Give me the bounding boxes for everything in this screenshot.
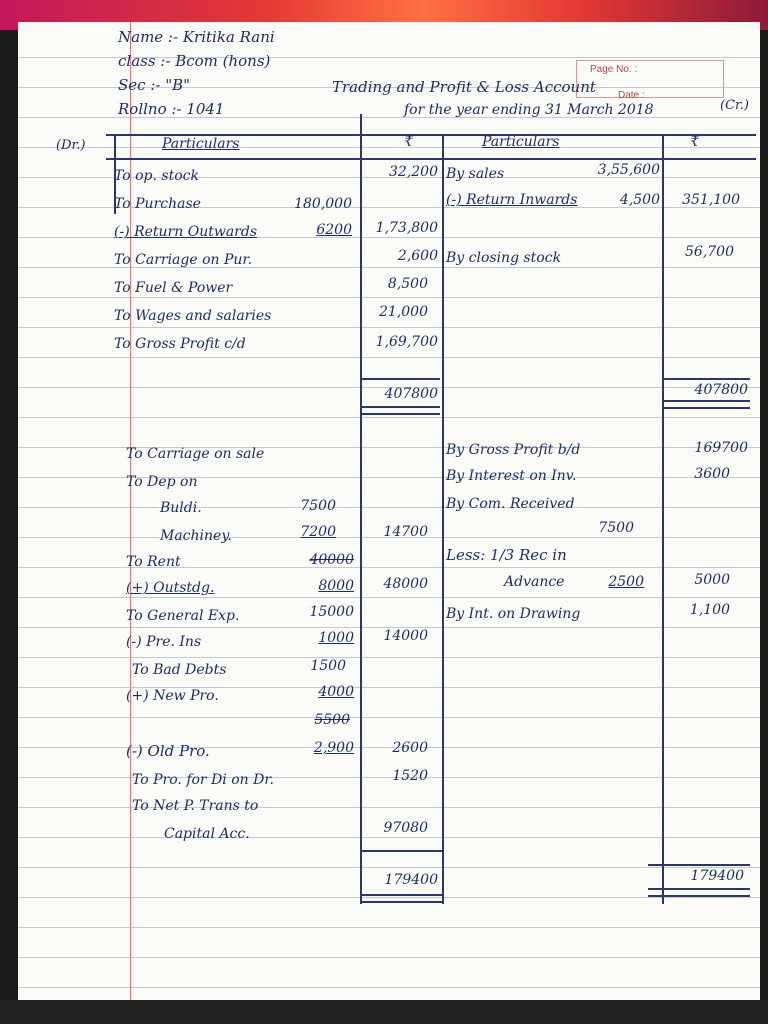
trading-right-label-1: (-) Return Inwards [446,192,578,208]
pl-left-sub-2: 7500 [300,498,336,514]
pl-left-amount-3: 14700 [383,524,428,540]
pl-right-sub-5: 2500 [608,574,644,590]
account-title: Trading and Profit & Loss Account [332,78,596,96]
pl-left-label-12: To Pro. for Di on Dr. [132,772,274,788]
trading-left-amount-5: 21,000 [379,304,428,320]
trading-right-amount-1: 351,100 [682,192,740,208]
account-period: for the year ending 31 March 2018 [404,102,654,118]
pl-right-sub-3: 7500 [598,520,634,536]
trading-right-sub-1: 4,500 [619,192,660,208]
right-particulars-header: Particulars [482,134,560,150]
date-label: Date : [618,90,645,101]
pl-left-sub-6: 15000 [309,604,354,620]
trading-right-double-rule [664,400,750,409]
left-amount-header: ₹ [404,134,413,150]
trading-right-label-2: By closing stock [446,250,562,266]
pl-right-label-4: Less: 1/3 Rec in [446,546,567,564]
pl-right-label-5: Advance [504,574,565,590]
trading-left-amount-6: 1,69,700 [375,334,438,350]
pl-left-label-8: To Bad Debts [132,662,227,678]
trading-left-amount-2: 1,73,800 [375,220,438,236]
trading-left-label-1: To Purchase [114,196,201,212]
trading-left-label-3: To Carriage on Pur. [114,252,253,268]
pl-right-label-2: By Com. Received [446,496,575,512]
pl-left-sub-7: 1000 [318,630,354,646]
pl-right-label-6: By Int. on Drawing [446,606,581,622]
trading-left-sub-1: 180,000 [294,196,352,212]
center-rule [442,136,444,904]
trading-left-total-rule [362,378,440,380]
student-section: Sec :- "B" [118,76,191,94]
trading-left-label-5: To Wages and salaries [114,308,272,324]
pl-left-label-1: To Dep on [126,474,198,490]
pl-left-sub-9: 4000 [318,684,354,700]
pl-left-label-5: (+) Outstdg. [126,580,215,596]
trading-left-label-4: To Fuel & Power [114,280,233,296]
pl-right-total: 179400 [690,868,744,884]
trading-left-amount-3: 2,600 [397,248,438,264]
pl-left-total-rule [362,850,442,852]
pl-left-sub-8: 1500 [310,658,346,674]
pl-left-label-11: (-) Old Pro. [126,742,210,760]
pl-left-label-14: Capital Acc. [164,826,250,842]
pl-right-amount-0: 169700 [694,440,748,456]
pl-left-label-7: (-) Pre. Ins [126,634,202,650]
pl-left-sub-4: 40000 [309,552,354,568]
trading-left-label-2: (-) Return Outwards [114,224,258,240]
pl-left-sub-10: 5500 [314,712,350,728]
pl-left-amount-5: 48000 [383,576,428,592]
page-no-label: Page No. : [590,64,638,75]
trading-left-label-0: To op. stock [114,168,199,184]
pl-right-amount-6: 1,100 [689,602,730,618]
credit-mark: (Cr.) [720,98,750,113]
left-particulars-header: Particulars [162,136,240,152]
trading-left-double-rule [362,406,440,415]
pl-left-amount-14: 97080 [383,820,428,836]
pl-left-label-4: To Rent [126,554,181,570]
trading-left-total: 407800 [384,386,438,402]
notebook-page [18,22,760,1022]
pl-right-amount-1: 3600 [694,466,730,482]
pl-left-label-13: To Net P. Trans to [132,798,259,814]
pl-right-total-rule [648,864,750,866]
pl-left-label-2: Buldi. [160,500,202,516]
trading-left-amount-4: 8,500 [387,276,428,292]
pl-left-label-6: To General Exp. [126,608,240,624]
pl-left-sub-3: 7200 [300,524,336,540]
background-bottom [0,1000,768,1024]
trading-right-amount-2: 56,700 [685,244,734,260]
trading-right-total: 407800 [694,382,748,398]
right-amount-header: ₹ [690,134,699,150]
pl-right-label-1: By Interest on Inv. [446,468,577,484]
pl-left-label-9: (+) New Pro. [126,688,219,704]
pl-left-sub-11: 2,900 [313,740,354,756]
pl-left-total: 179400 [384,872,438,888]
pl-left-label-0: To Carriage on sale [126,446,265,462]
trading-left-amount-0: 32,200 [389,164,438,180]
pl-right-amount-5: 5000 [694,572,730,588]
student-name: Name :- Kritika Rani [118,28,275,46]
pl-left-sub-5: 8000 [318,578,354,594]
header-rule [106,158,756,160]
pl-left-amount-12: 1520 [392,768,428,784]
debit-mark: (Dr.) [56,138,86,153]
pl-left-label-3: Machiney. [160,528,232,544]
trading-right-label-0: By sales [446,166,505,182]
student-rollno: Rollno :- 1041 [118,100,225,118]
pl-left-amount-11: 2600 [392,740,428,756]
trading-left-label-6: To Gross Profit c/d [114,336,246,352]
student-class: class :- Bcom (hons) [118,52,271,70]
trading-right-total-rule [664,378,750,380]
trading-right-sub-0: 3,55,600 [597,162,660,178]
pl-left-double-rule [362,894,442,903]
pl-left-amount-7: 14000 [383,628,428,644]
pl-right-double-rule [648,888,750,897]
trading-left-sub-2: 6200 [316,222,352,238]
pl-right-label-0: By Gross Profit b/d [446,442,581,458]
